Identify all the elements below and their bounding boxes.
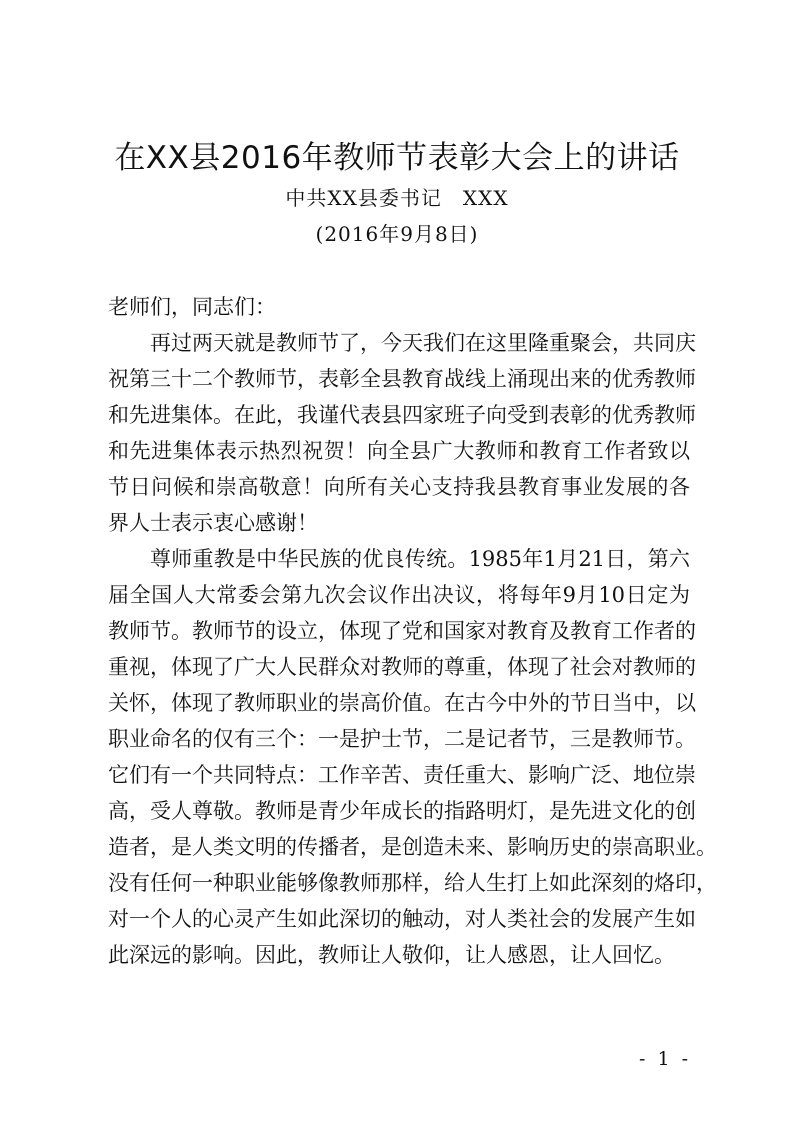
page-number: - 1 - <box>638 1048 691 1070</box>
paragraph-2-line: 尊师重教是中华民族的优良传统。1985年1月21日，第六 <box>150 547 690 571</box>
document-title: 在XX县2016年教师节表彰大会上的讲话 <box>114 140 680 176</box>
paragraph-2-line: 教师节。教师节的设立，体现了党和国家对教育及教育工作者的 <box>108 619 696 643</box>
paragraph-1-line: 再过两天就是教师节了，今天我们在这里隆重聚会，共同庆 <box>150 331 696 355</box>
paragraph-2-line: 此深远的影响。因此，教师让人敬仰，让人感恩，让人回忆。 <box>108 943 675 967</box>
paragraph-1-line: 和先进集体。在此，我谨代表县四家班子向受到表彰的优秀教师 <box>108 403 696 427</box>
paragraph-2-line: 对一个人的心灵产生如此深切的触动，对人类社会的发展产生如 <box>108 907 696 931</box>
paragraph-1-line: 节日问候和崇高敬意！向所有关心支持我县教育事业发展的各 <box>108 475 690 499</box>
paragraph-2-line: 高，受人尊敬。教师是青少年成长的指路明灯，是先进文化的创 <box>108 799 696 823</box>
speaker-line: 中共XX县委书记 XXX <box>285 186 509 210</box>
paragraph-1-line: 和先进集体表示热烈祝贺！向全县广大教师和教育工作者致以 <box>108 439 690 463</box>
paragraph-1-line: 祝第三十二个教师节，表彰全县教育战线上涌现出来的优秀教师 <box>108 367 696 391</box>
paragraph-1-line: 界人士表示衷心感谢！ <box>108 511 318 535</box>
paragraph-2-line: 重视，体现了广大人民群众对教师的尊重，体现了社会对教师的 <box>108 655 696 679</box>
paragraph-2-line: 没有任何一种职业能够像教师那样，给人生打上如此深刻的烙印， <box>108 871 717 895</box>
salutation: 老师们，同志们： <box>108 295 276 319</box>
paragraph-2-line: 造者，是人类文明的传播者，是创造未来、影响历史的崇高职业。 <box>108 835 717 859</box>
paragraph-2-line: 关怀，体现了教师职业的崇高价值。在古今中外的节日当中，以 <box>108 691 696 715</box>
speech-date: (2016年9月8日) <box>315 222 479 246</box>
paragraph-2-line: 届全国人大常委会第九次会议作出决议，将每年9月10日定为 <box>108 583 690 607</box>
paragraph-2-line: 它们有一个共同特点：工作辛苦、责任重大、影响广泛、地位崇 <box>108 763 696 787</box>
paragraph-2-line: 职业命名的仅有三个：一是护士节，二是记者节，三是教师节。 <box>108 727 696 751</box>
